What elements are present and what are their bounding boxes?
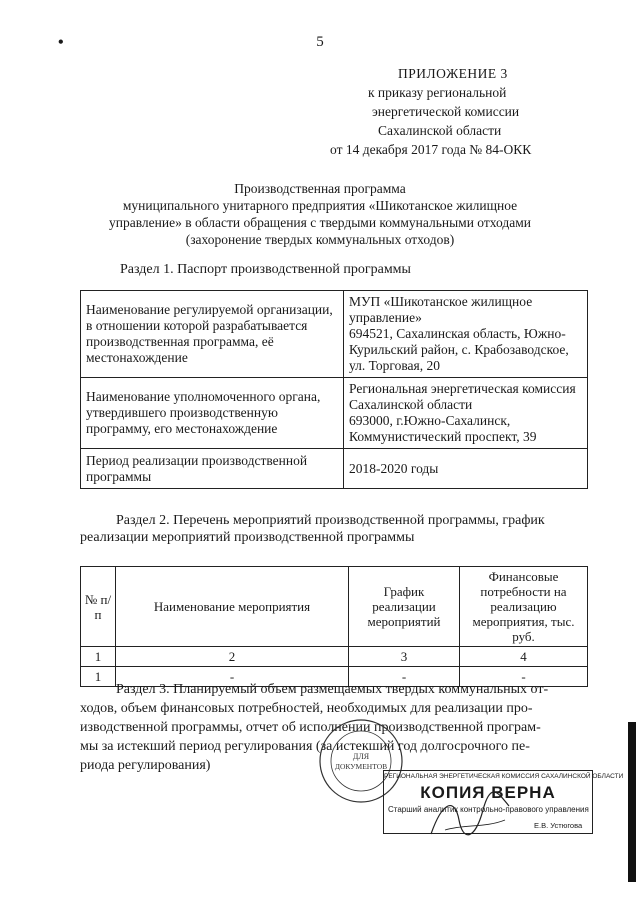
- column-header: График реализации мероприятий: [349, 567, 460, 647]
- passport-value-line: МУП «Шикотанское жилищное управление»: [349, 294, 533, 325]
- passport-label: Наименование уполномоченного органа, утвердившего производственную программу, его местонахождение: [81, 378, 344, 449]
- passport-label: Наименование регулируемой организации, в отношении которой разрабатывается производственная программа, её местонахождение: [81, 291, 344, 378]
- paragraph-line: риода регулирования): [80, 758, 211, 773]
- column-header: № п/п: [81, 567, 116, 647]
- section1-heading: Раздел 1. Паспорт производственной программы: [120, 262, 411, 277]
- passport-value-line: 693000, г.Южно-Сахалинск, Коммунистический проспект, 39: [349, 413, 537, 444]
- passport-label: Период реализации производственной программы: [81, 449, 344, 489]
- paragraph-line: ходов, объем финансовых потребностей, необходимых для реализации про-: [80, 701, 533, 716]
- title-line: муниципального унитарного предприятия «Шикотанское жилищное: [122, 198, 518, 213]
- passport-table: [80, 290, 588, 489]
- paragraph-line: мы за истекший период регулирования (за истекший год долгосрочного пе-: [80, 739, 530, 754]
- table-row: [81, 449, 588, 489]
- scan-edge-mark: [628, 722, 636, 882]
- page-number: 5: [316, 34, 324, 50]
- paragraph-line: Раздел 3. Планируемый объем размещаемых твердых коммунальных от-: [116, 682, 549, 697]
- section2-heading: [80, 512, 588, 546]
- signature-scribble: [425, 790, 515, 844]
- seal-text: ДОКУМЕНТОВ: [334, 762, 388, 771]
- title-line: (захоронение твердых коммунальных отходов): [185, 232, 455, 247]
- stamp-signer-name: Е.В. Устюгова: [534, 821, 583, 830]
- appendix-line: от 14 декабря 2017 года № 84-ОКК: [330, 142, 532, 157]
- corner-mark: •: [58, 34, 70, 51]
- table-cell: 1: [81, 667, 116, 687]
- seal-text: ДЛЯ: [352, 752, 370, 761]
- document-title: [70, 180, 570, 248]
- table-header-row: [81, 567, 588, 647]
- passport-value: [344, 378, 588, 449]
- heading-line: реализации мероприятий производственной программы: [80, 530, 415, 545]
- passport-value-line: Региональная энергетическая комиссия Сахалинской области: [349, 381, 576, 412]
- table-row: [81, 291, 588, 378]
- table-cell: 4: [460, 647, 588, 667]
- passport-value-line: 694521, Сахалинская область, Южно-Курильский район, с. Крабозаводское, ул. Торговая, 20: [349, 326, 569, 373]
- table-cell: -: [460, 667, 588, 687]
- title-line: Производственная программа: [234, 181, 406, 196]
- table-cell: 3: [349, 647, 460, 667]
- table-cell: 1: [81, 647, 116, 667]
- heading-line: Раздел 2. Перечень мероприятий производственной программы, график: [116, 513, 545, 528]
- passport-value-line: 2018-2020 годы: [349, 460, 439, 476]
- events-table: [80, 566, 588, 687]
- appendix-line: к приказу региональной: [368, 85, 507, 100]
- table-cell: -: [349, 667, 460, 687]
- stamp-copy-label: КОПИЯ ВЕРНА: [420, 783, 556, 802]
- appendix-line: Сахалинской области: [378, 123, 502, 138]
- column-header: Финансовые потребности на реализацию мероприятия, тыс. руб.: [460, 567, 588, 647]
- title-line: управление» в области обращения с твердыми коммунальными отходами: [108, 215, 531, 230]
- passport-value: [344, 291, 588, 378]
- appendix-block: [330, 64, 590, 159]
- table-cell: 2: [116, 647, 349, 667]
- appendix-line: энергетической комиссии: [372, 104, 520, 119]
- appendix-title: ПРИЛОЖЕНИЕ 3: [398, 66, 508, 81]
- column-header: Наименование мероприятия: [116, 567, 349, 647]
- table-cell: -: [116, 667, 349, 687]
- stamp-organization: РЕГИОНАЛЬНАЯ ЭНЕРГЕТИЧЕСКАЯ КОМИССИЯ САХАЛИНСКОЙ ОБЛАСТИ: [384, 773, 624, 780]
- table-row: [81, 647, 588, 667]
- paragraph-line: изводственной программы, отчет об исполнении производственной програм-: [80, 720, 541, 735]
- passport-value: [344, 449, 588, 489]
- stamp-position: Старший аналитик контрольно-правового управления: [388, 805, 589, 814]
- table-row: [81, 378, 588, 449]
